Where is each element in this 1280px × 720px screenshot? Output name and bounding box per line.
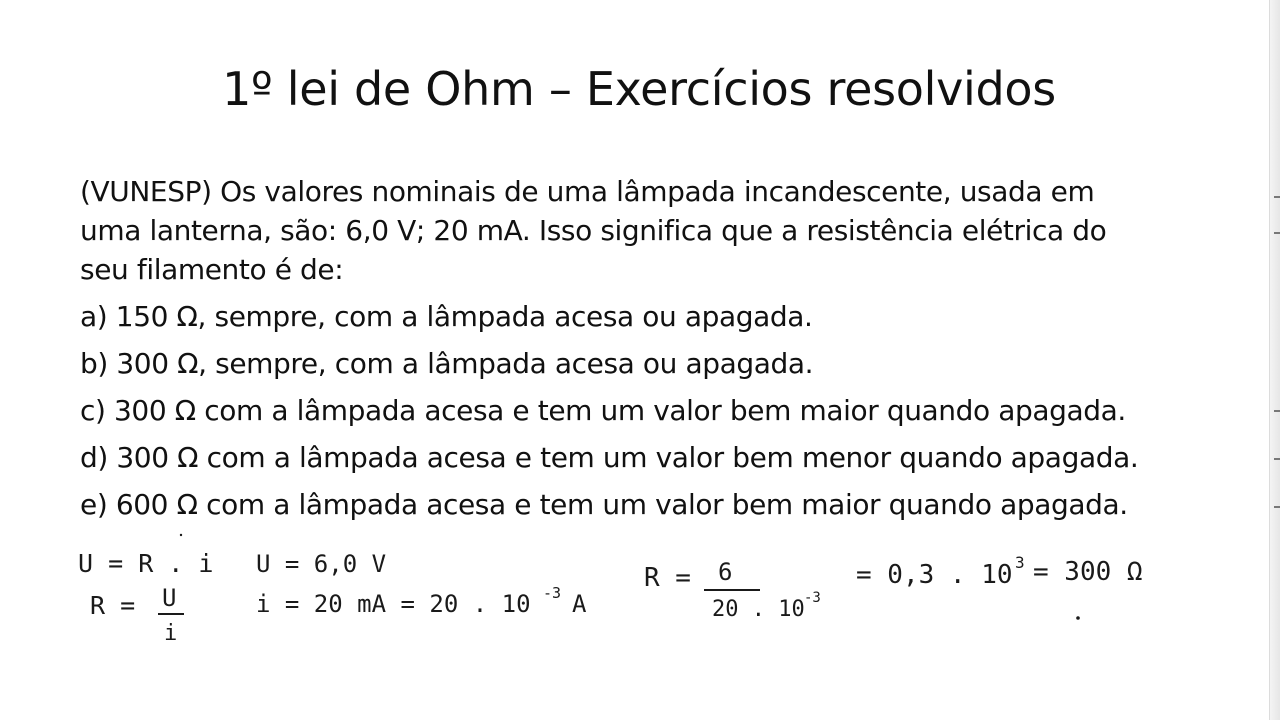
current-value: i = 20 mA = 20 . 10 bbox=[256, 590, 531, 618]
current-exponent: -3 bbox=[543, 584, 562, 602]
pen-dot bbox=[1076, 616, 1080, 620]
result-final: = 300 Ω bbox=[1033, 557, 1143, 587]
edge-tick bbox=[1274, 506, 1280, 508]
edge-tick bbox=[1274, 458, 1280, 460]
option-e: e) 600 Ω com a lâmpada acesa e tem um valor bem maior quando apagada. bbox=[80, 488, 1128, 521]
edge-tick bbox=[1274, 196, 1280, 198]
voltage-value: U = 6,0 V bbox=[256, 550, 387, 578]
ohm-law-formula: U = R . i bbox=[78, 549, 214, 578]
result-exponent: 3 bbox=[1015, 553, 1025, 572]
calc-numerator: 6 bbox=[718, 558, 733, 586]
pen-dot bbox=[180, 534, 182, 536]
slide-title: 1º lei de Ohm – Exercícios resolvidos bbox=[222, 62, 1056, 116]
fraction-denominator-i: i bbox=[164, 621, 178, 646]
scroll-edge bbox=[1269, 0, 1280, 720]
question-line: uma lanterna, são: 6,0 V; 20 mA. Isso significa que a resistência elétrica do bbox=[80, 214, 1107, 247]
option-a: a) 150 Ω, sempre, com a lâmpada acesa ou apagada. bbox=[80, 300, 813, 333]
fraction-numerator-u: U bbox=[162, 584, 177, 612]
question-line: seu filamento é de: bbox=[80, 253, 344, 286]
option-c: c) 300 Ω com a lâmpada acesa e tem um valor bem maior quando apagada. bbox=[80, 394, 1126, 427]
edge-tick bbox=[1274, 232, 1280, 234]
option-b: b) 300 Ω, sempre, com a lâmpada acesa ou apagada. bbox=[80, 347, 814, 380]
r-equals-label: R = bbox=[90, 591, 136, 620]
result-expression: = 0,3 . 10 bbox=[856, 560, 1013, 590]
calc-r-label: R = bbox=[644, 563, 691, 593]
current-unit: A bbox=[572, 590, 587, 618]
option-d: d) 300 Ω com a lâmpada acesa e tem um valor bem menor quando apagada. bbox=[80, 441, 1139, 474]
edge-tick bbox=[1274, 410, 1280, 412]
calc-denominator: 20 . 10 bbox=[712, 597, 805, 622]
calc-denominator-exponent: -3 bbox=[804, 590, 821, 606]
question-line: (VUNESP) Os valores nominais de uma lâmpada incandescente, usada em bbox=[80, 175, 1095, 208]
